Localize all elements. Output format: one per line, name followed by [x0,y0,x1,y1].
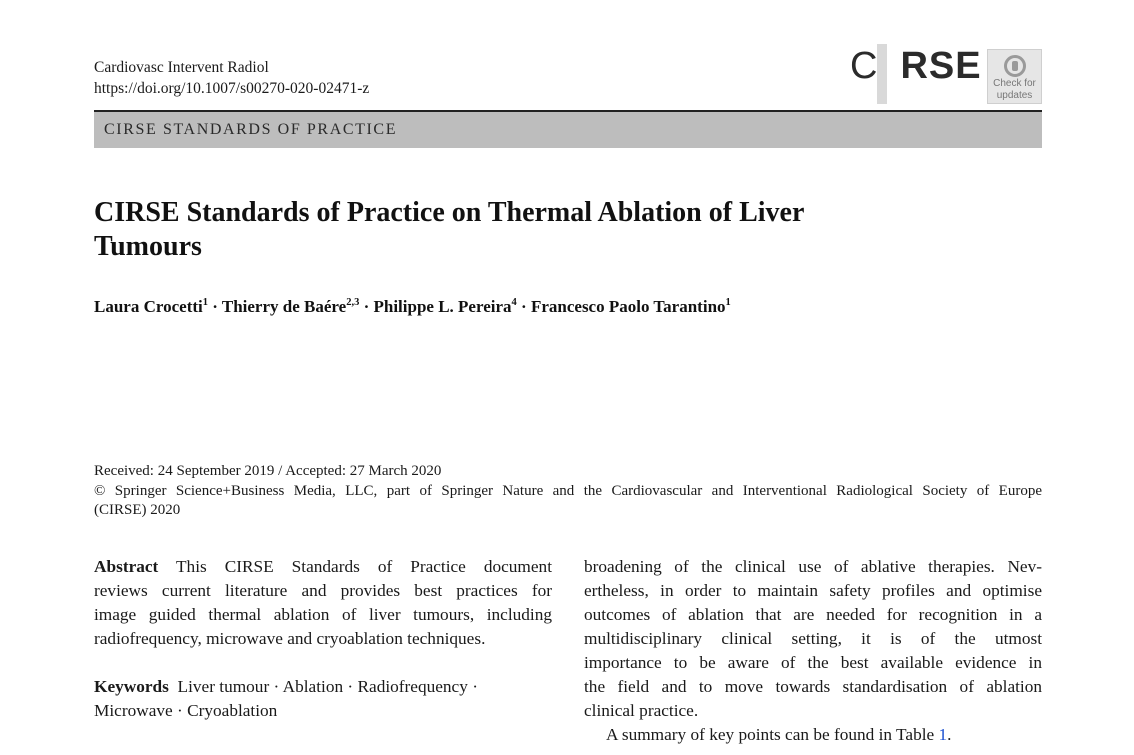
keywords-line-2: Microwave · Cryoablation [94,701,278,720]
author-separator: · [521,297,527,316]
author-name[interactable]: Francesco Paolo Tarantino [530,297,726,316]
author-separator: · [212,297,218,316]
author-affiliation: 4 [511,297,517,308]
abstract-line-1: Abstract This CIRSE Standards of Practice document [94,557,552,576]
keywords-list-1: Liver tumour · Ablation · Radiofrequency · [177,677,478,696]
table-reference-link[interactable]: 1 [938,725,948,744]
author-name[interactable]: Philippe L. Pereira [373,297,512,316]
left-column [94,555,552,723]
summary-line: A summary of key points can be found in Table 1. [606,725,952,744]
body-line-1: broadening of the clinical use of ablative therapies. Nev- [584,557,1042,576]
body-line-7: clinical practice. [584,701,699,720]
article-metadata [94,462,1042,521]
section-banner [94,112,1042,148]
author-separator: · [363,297,370,316]
journal-name: Cardiovasc Intervent Radiol [94,59,269,76]
author-list [94,297,731,317]
abstract-line-3: image guided thermal ablation of liver tumours, including [94,605,552,624]
author-affiliation: 1 [725,297,731,308]
abstract-line-4: radiofrequency, microwave and cryoablation techniques. [94,629,486,648]
doi-link[interactable]: https://doi.org/10.1007/s00270-020-02471-z [94,80,370,97]
copyright-line-1: © Springer Science+Business Media, LLC, part of Springer Nature and the Cardiovascular and Interventional Radiological Society of Europe [94,482,1042,499]
keywords-line-1 [94,675,552,699]
check-updates-line1: Check for [993,78,1036,89]
author-affiliation: 1 [202,297,208,308]
logo-text: C RSE [850,45,982,87]
author-affiliation: 2,3 [346,297,360,308]
received-accepted-dates: Received: 24 September 2019 / Accepted: 27 March 2020 [94,463,442,479]
journal-header [94,57,369,99]
bookmark-icon [1004,55,1026,77]
check-for-updates-badge[interactable] [987,49,1042,104]
abstract-heading: Abstract [94,557,159,576]
article-title [94,196,994,264]
abstract-line-2: reviews current literature and provides best practices for [94,581,552,600]
title-line-2: Tumours [94,231,202,262]
author-name[interactable]: Thierry de Baére [221,297,347,316]
body-line-4: multidisciplinary clinical setting, it is of the utmost [584,629,1042,648]
body-line-2: ertheless, in order to maintain safety profiles and optimise [584,581,1042,600]
cirse-logo [850,44,982,104]
body-line-3: outcomes of ablation that are needed for recognition in a [584,605,1042,624]
section-banner-label: CIRSE STANDARDS OF PRACTICE [104,121,398,138]
title-line-1: CIRSE Standards of Practice on Thermal Ablation of Liver [94,197,805,228]
body-line-6: the field and to move towards standardisation of ablation [584,677,1042,696]
right-column [584,555,1042,747]
copyright-line-2: (CIRSE) 2020 [94,502,181,518]
body-line-5: importance to be aware of the best available evidence in [584,653,1042,672]
check-updates-line2: updates [996,90,1033,101]
author-name[interactable]: Laura Crocetti [94,297,203,316]
keywords-heading: Keywords [94,677,169,696]
spacer [94,651,552,675]
